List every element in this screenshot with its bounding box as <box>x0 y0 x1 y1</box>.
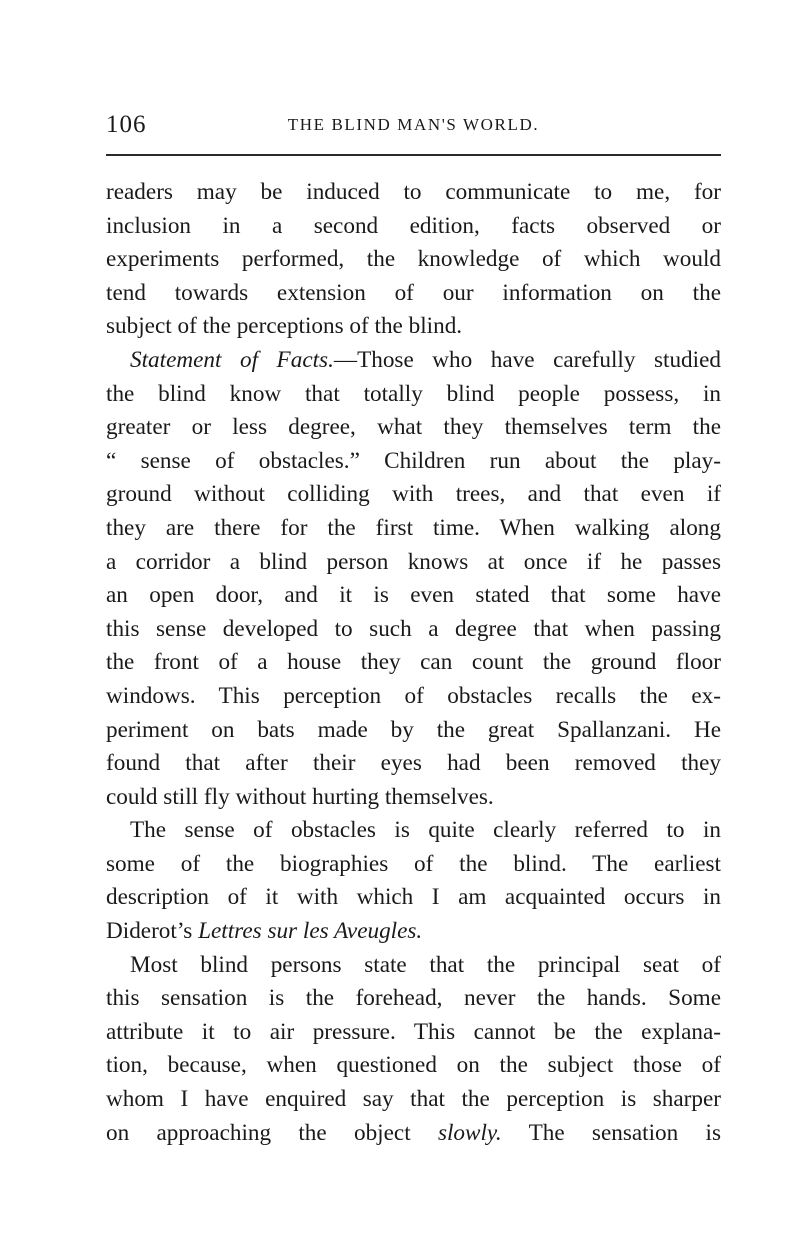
text-line: subject of the perceptions of the blind. <box>106 313 463 340</box>
section-heading-italic: Statement of Facts. <box>130 346 334 373</box>
text-line: the blind know that totally blind people possess, in <box>106 380 721 407</box>
text-line: tend towards extension of our information on the <box>106 279 721 306</box>
text-line: “ sense of obstacles.” Children run about the play- <box>106 447 721 474</box>
text-line: could still fly without hurting themselves. <box>106 783 494 810</box>
text-line: found that after their eyes had been removed they <box>106 750 721 777</box>
running-head: THE BLIND MAN'S WORLD. <box>287 115 540 134</box>
text-line: attribute it to air pressure. This cannot be the explana- <box>106 1018 721 1045</box>
text-fragment: —Those who have carefully studied <box>333 346 721 373</box>
text-line: experiments performed, the knowledge of which would <box>106 246 721 273</box>
text-line: ground without colliding with trees, and that even if <box>106 481 721 508</box>
text-line <box>106 344 721 378</box>
page-header <box>106 110 721 140</box>
book-title-italic: Lettres sur les Aveugles. <box>198 918 423 945</box>
body-text <box>106 176 721 1150</box>
header-rule <box>106 154 721 156</box>
text-line <box>106 915 721 949</box>
text-line: periment on bats made by the great Spallanzani. He <box>106 716 721 743</box>
text-line: tion, because, when questioned on the subject those of <box>106 1052 721 1079</box>
text-line: this sensation is the forehead, never the hands. Some <box>106 985 721 1012</box>
text-line: greater or less degree, what they themselves term the <box>106 414 721 441</box>
text-line: some of the biographies of the blind. The earliest <box>106 850 721 877</box>
text-line: inclusion in a second edition, facts observed or <box>106 212 721 239</box>
text-line: the front of a house they can count the ground floor <box>106 649 721 676</box>
text-fragment: on approaching the object <box>106 1119 438 1146</box>
text-line: whom I have enquired say that the perception is sharper <box>106 1086 721 1113</box>
text-fragment: Diderot’s <box>106 918 199 945</box>
text-line: The sense of obstacles is quite clearly referred to in <box>130 817 721 844</box>
text-line: readers may be induced to communicate to me, for <box>106 179 721 205</box>
text-fragment: The sensation is <box>501 1119 721 1146</box>
emphasis-italic: slowly. <box>437 1119 502 1146</box>
page-number: 106 <box>106 111 147 138</box>
text-line: a corridor a blind person knows at once if he passes <box>106 548 721 575</box>
text-line: windows. This perception of obstacles recalls the ex- <box>106 682 721 709</box>
text-line: description of it with which I am acquainted occurs in <box>106 884 721 911</box>
text-line <box>106 1117 721 1151</box>
text-line: they are there for the first time. When walking along <box>106 514 721 541</box>
text-line: this sense developed to such a degree that when passing <box>106 615 721 642</box>
text-line: Most blind persons state that the principal seat of <box>130 951 721 978</box>
text-line: an open door, and it is even stated that some have <box>106 582 721 609</box>
